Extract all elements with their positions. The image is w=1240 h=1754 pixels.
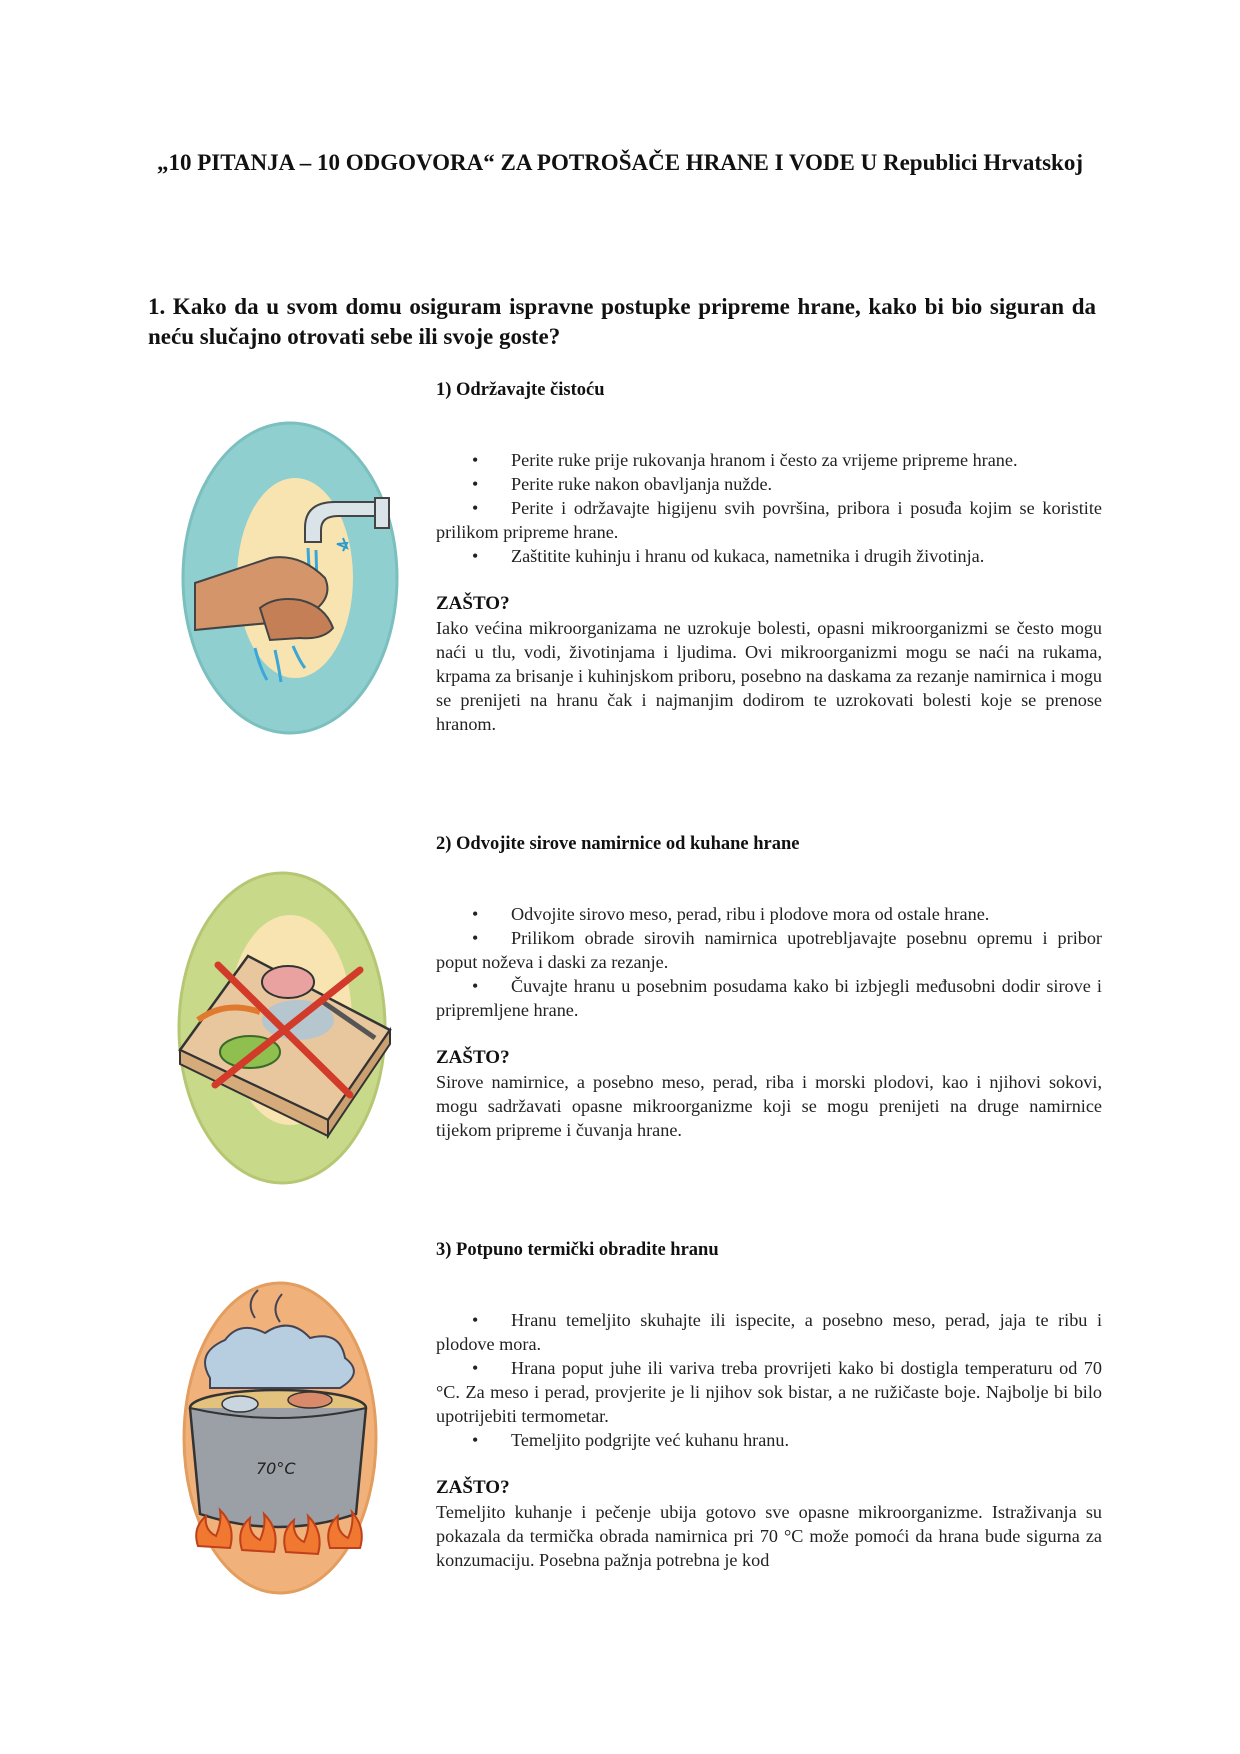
hand-washing-icon xyxy=(175,418,405,738)
section-2-heading: 2) Odvojite sirove namirnice od kuhane hrane xyxy=(436,834,800,854)
list-item: • Odvojite sirovo meso, perad, ribu i plodove mora od ostale hrane. xyxy=(436,902,1102,926)
list-item: • Hrana poput juhe ili variva treba provrijeti kako bi dostigla temperaturu od 70 °C. Za meso i perad, provjerite je li njihov sok bistar, a ne ružičaste boje. Najbolje bi bilo upotrijebiti termometar. xyxy=(436,1356,1102,1428)
list-item: • Hranu temeljito skuhajte ili ispecite, a posebno meso, perad, jaja te ribu i plodove mora. xyxy=(436,1308,1102,1356)
question-1: 1. Kako da u svom domu osiguram ispravne postupke pripreme hrane, kako bi bio siguran da neću slučajno otrovati sebe ili svoje goste? xyxy=(148,294,1096,349)
section-3-bullets xyxy=(436,1308,1102,1452)
list-item: • Perite ruke nakon obavljanja nužde. xyxy=(436,472,1102,496)
boiling-pot-icon xyxy=(170,1278,400,1598)
list-item: • Perite i održavajte higijenu svih površina, pribora i posuđa kojim se koristite prilikom pripreme hrane. xyxy=(436,496,1102,544)
section-3-why-heading: ZAŠTO? xyxy=(436,1477,510,1498)
section-1-heading: 1) Održavajte čistoću xyxy=(436,380,605,400)
section-3-why-text: Temeljito kuhanje i pečenje ubija gotovo sve opasne mikroorganizme. Istraživanja su pokazala da termička obrada namirnica pri 70 °C može pomoći da hrana bude sigurna za konzumaciju. Posebna pažnja potrebna je kod xyxy=(436,1502,1102,1570)
list-item: • Čuvajte hranu u posebnim posudama kako bi izbjegli međusobni dodir sirove i pripremljene hrane. xyxy=(436,974,1102,1022)
list-item: • Temeljito podgrijte već kuhanu hranu. xyxy=(436,1428,1102,1452)
section-1-bullets xyxy=(436,448,1102,568)
section-2-why-heading: ZAŠTO? xyxy=(436,1047,510,1068)
pot-temperature-label: 70°C xyxy=(256,1459,296,1478)
list-item: • Zaštitite kuhinju i hranu od kukaca, nametnika i drugih životinja. xyxy=(436,544,1102,568)
section-1-why-text: Iako većina mikroorganizama ne uzrokuje bolesti, opasni mikroorganizmi se često mogu naći u tlu, vodi, životinjama i ljudima. Ovi mikroorganizmi mogu se naći na rukama, krpama za brisanje i kuhinjskom priboru, posebno na daskama za rezanje namirnica i mogu se prenijeti na hranu čak i najmanjim dodirom te uzrokovati bolesti koje se prenose hranom. xyxy=(436,618,1102,734)
document-title: „10 PITANJA – 10 ODGOVORA“ ZA POTROŠAČE HRANE I VODE U Republici Hrvatskoj xyxy=(157,150,1083,175)
section-1-why-heading: ZAŠTO? xyxy=(436,593,510,614)
section-3-heading: 3) Potpuno termički obradite hranu xyxy=(436,1240,719,1260)
section-2-bullets xyxy=(436,902,1102,1022)
list-item: • Prilikom obrade sirovih namirnica upotrebljavajte posebnu opremu i pribor poput noževa i daski za rezanje. xyxy=(436,926,1102,974)
cutting-board-icon xyxy=(170,870,400,1190)
list-item: • Perite ruke prije rukovanja hranom i često za vrijeme pripreme hrane. xyxy=(436,448,1102,472)
section-2-why-text: Sirove namirnice, a posebno meso, perad, riba i morski plodovi, kao i njihovi sokovi, mogu sadržavati opasne mikroorganizme koji se mogu prenijeti na druge namirnice tijekom pripreme i čuvanja hrane. xyxy=(436,1072,1102,1140)
